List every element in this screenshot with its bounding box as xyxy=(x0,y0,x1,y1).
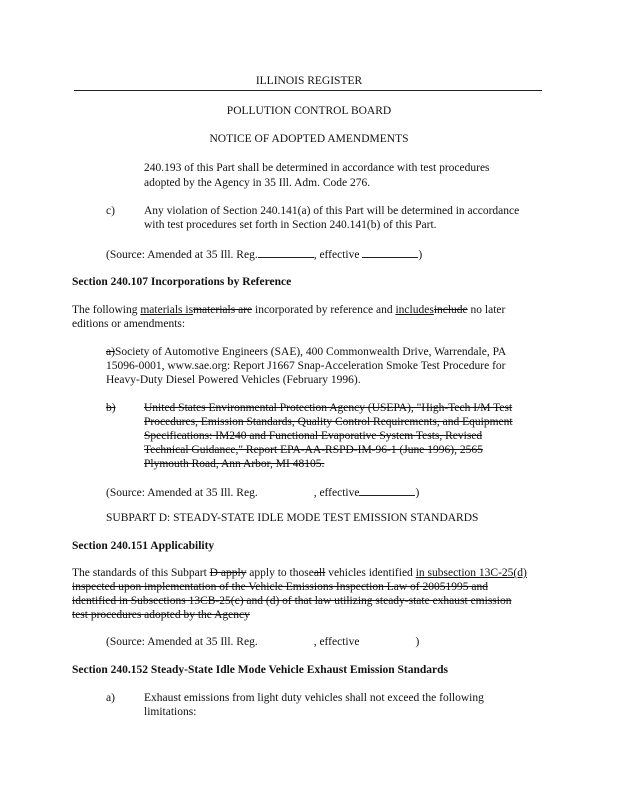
item-b-line-3: Specifications: IM240 and Functional Evaporative System Tests, Revised xyxy=(144,430,483,442)
subpart-heading: SUBPART D: STEADY-STATE IDLE MODE TEST EMISSION STANDARDS xyxy=(106,512,479,524)
register-title: ILLINOIS REGISTER xyxy=(255,75,363,87)
source-end: ) xyxy=(415,636,420,648)
text-run: no later xyxy=(467,304,506,316)
source-note-1 xyxy=(106,247,422,261)
item-a-line-2: 15096-0001, www.sae.org: Report J1667 Snap-Acceleration Smoke Test Procedure for xyxy=(106,360,506,372)
blank-effective xyxy=(362,247,418,258)
item-b-line-1: United States Environmental Protection Agency (USEPA), "High-Tech I/M Test xyxy=(144,402,513,414)
continuation-line-1: 240.193 of this Part shall be determined in accordance with test procedures xyxy=(144,162,490,174)
deleted-text: D apply xyxy=(209,567,247,579)
text-run: The standards of this Subpart xyxy=(72,567,210,579)
item-c-line-1: Any violation of Section 240.141(a) of this Part will be determined in accordance xyxy=(144,205,520,217)
item-c-line-2: with test procedures set forth in Section 240.141(b) of this Part. xyxy=(144,219,437,231)
source-note-3 xyxy=(106,636,419,648)
deleted-text: inspected upon implementation of the Vehicle Emissions Inspection Law of 2005 xyxy=(72,581,446,593)
item-b-line-5: Plymouth Road, Ann Arbor, MI 48105. xyxy=(144,458,325,470)
section-151-line-3: identified in Subsections 13CB-25(c) and (d) of that law utilizing steady-state exhaust emission xyxy=(72,595,512,607)
section-152-heading: Section 240.152 Steady-State Idle Mode Vehicle Exhaust Emission Standards xyxy=(72,664,449,676)
section-152-item-a-label: a) xyxy=(106,692,115,704)
source-prefix: (Source: Amended at 35 Ill. Reg. xyxy=(106,487,258,499)
source-effective: , effective xyxy=(313,487,360,499)
inserted-text: materials is xyxy=(140,304,194,316)
blank-reg xyxy=(258,247,314,258)
section-152-item-a-line-1: Exhaust emissions from light duty vehicles shall not exceed the following xyxy=(144,692,484,704)
deleted-text: include xyxy=(433,304,468,316)
item-b-line-2: Procedures, Emission Standards, Quality Control Requirements, and Equipment xyxy=(144,416,513,428)
source-prefix: (Source: Amended at 35 Ill. Reg. xyxy=(106,249,258,261)
deleted-text: materials are xyxy=(193,304,253,316)
source-effective: , effective xyxy=(313,249,360,261)
text-run: Society of Automotive Engineers (SAE), 400 Commonwealth Drive, Warrendale, PA xyxy=(114,346,507,358)
continuation-line-2: adopted by the Agency in 35 Ill. Adm. Code 276. xyxy=(144,177,371,189)
header-rule xyxy=(74,90,542,91)
section-151-line-1 xyxy=(72,567,527,579)
source-prefix: (Source: Amended at 35 Ill. Reg. xyxy=(106,636,258,648)
text-run: apply to those xyxy=(246,567,314,579)
blank-effective xyxy=(359,485,415,496)
item-a-line-3: Heavy-Duty Diesel Powered Vehicles (February 1996). xyxy=(106,374,361,386)
item-b-label: b) xyxy=(106,402,116,414)
deleted-text: all xyxy=(313,567,326,579)
inserted-text: in subsection 13C-25(d) xyxy=(415,567,527,579)
section-107-paragraph-line-1 xyxy=(72,304,505,316)
section-107-paragraph-line-2: editions or amendments: xyxy=(72,318,186,330)
text-run: vehicles identified xyxy=(325,567,416,579)
deleted-text: 1995 and xyxy=(445,581,488,593)
board-title: POLLUTION CONTROL BOARD xyxy=(226,105,392,117)
deleted-label: a) xyxy=(106,346,115,358)
source-end: ) xyxy=(418,249,423,261)
item-c-label: c) xyxy=(106,205,115,217)
source-end: ) xyxy=(415,487,420,499)
source-effective: , effective xyxy=(313,636,360,648)
section-152-item-a-line-2: limitations: xyxy=(144,706,197,718)
section-151-line-4: test procedures adopted by the Agency xyxy=(72,609,250,621)
notice-title: NOTICE OF ADOPTED AMENDMENTS xyxy=(209,133,409,145)
text-run: The following xyxy=(72,304,141,316)
section-151-heading: Section 240.151 Applicability xyxy=(72,540,215,552)
section-107-heading: Section 240.107 Incorporations by Reference xyxy=(72,276,292,288)
item-a-line-1 xyxy=(106,346,506,358)
item-b-line-4: Technical Guidance," Report EPA-AA-RSPD-IM-96-1 (June 1996), 2565 xyxy=(144,444,483,456)
section-151-line-2 xyxy=(72,581,488,593)
text-run: incorporated by reference and xyxy=(252,304,396,316)
inserted-text: includes xyxy=(395,304,434,316)
source-note-2 xyxy=(106,485,419,499)
